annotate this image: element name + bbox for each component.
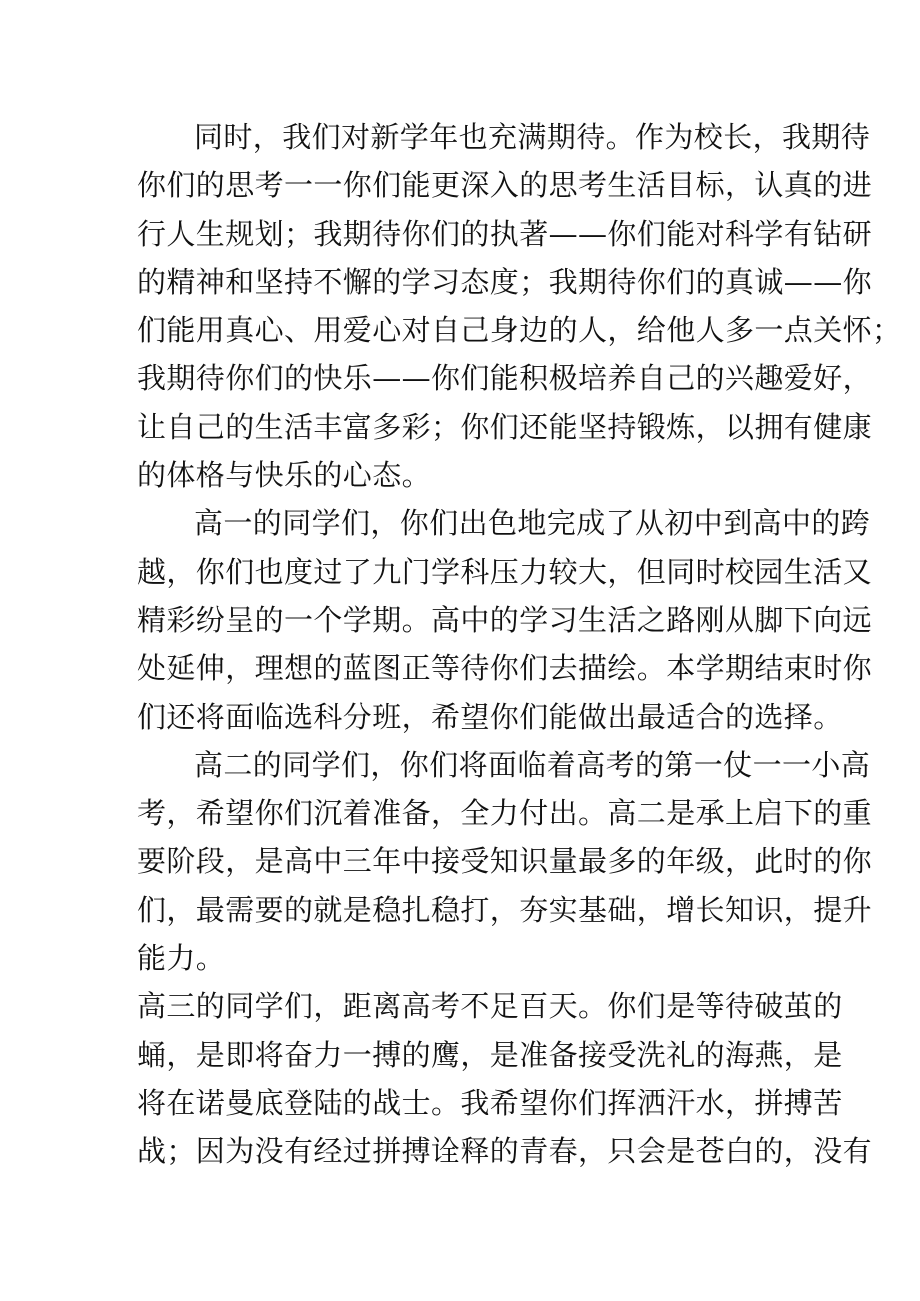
paragraph-1-line-6: 我期待你们的快乐——你们能积极培养自己的兴趣爱好，	[137, 361, 873, 396]
paragraph-4-line-2: 蛹，是即将奋力一搏的鹰，是准备接受洗礼的海燕，是	[137, 1037, 843, 1072]
paragraph-2-line-2: 越，你们也度过了九门学科压力较大，但同时校园生活又	[137, 554, 873, 589]
paragraph-2-line-1: 高一的同学们，你们出色地完成了从初中到高中的跨	[194, 506, 871, 541]
paragraph-2-line-5: 们还将面临选科分班，希望你们能做出最适合的选择。	[137, 699, 843, 734]
paragraph-4-line-1: 高三的同学们，距离高考不足百天。你们是等待破茧的	[137, 989, 843, 1024]
paragraph-1-line-2: 你们的思考一一你们能更深入的思考生活目标，认真的进	[137, 168, 873, 203]
paragraph-1-line-1: 同时，我们对新学年也充满期待。作为校长，我期待	[194, 120, 871, 154]
paragraph-2-line-4: 处延伸，理想的蓝图正等待你们去描绘。本学期结束时你	[137, 651, 873, 686]
paragraph-3-line-4: 们，最需要的就是稳扎稳打，夯实基础，增长知识，提升	[137, 892, 873, 927]
paragraph-3-line-3: 要阶段，是高中三年中接受知识量最多的年级，此时的你	[137, 844, 873, 879]
document-body	[137, 113, 902, 1176]
paragraph-1-line-4: 的精神和坚持不懈的学习态度；我期待你们的真诚——你	[137, 264, 873, 299]
paragraph-1-line-8: 的体格与快乐的心态。	[137, 458, 432, 493]
paragraph-4-line-3: 将在诺曼底登陆的战士。我希望你们挥洒汗水，拼搏苦	[137, 1085, 843, 1120]
paragraph-3-line-5: 能力。	[137, 941, 226, 976]
paragraph-1-line-7: 让自己的生活丰富多彩；你们还能坚持锻炼，以拥有健康	[137, 409, 873, 444]
paragraph-1-line-3: 行人生规划；我期待你们的执著——你们能对科学有钻研	[137, 216, 873, 251]
paragraph-2-line-3: 精彩纷呈的一个学期。高中的学习生活之路刚从脚下向远	[137, 602, 873, 637]
paragraph-1-line-5: 们能用真心、用爱心对自己身边的人，给他人多一点关怀；	[137, 313, 902, 348]
paragraph-4-line-4: 战；因为没有经过拼搏诠释的青春，只会是苍白的，没有	[137, 1134, 873, 1169]
paragraph-3-line-1: 高二的同学们，你们将面临着高考的第一仗一一小高	[194, 747, 871, 782]
paragraph-3-line-2: 考，希望你们沉着准备，全力付出。高二是承上启下的重	[137, 796, 873, 831]
